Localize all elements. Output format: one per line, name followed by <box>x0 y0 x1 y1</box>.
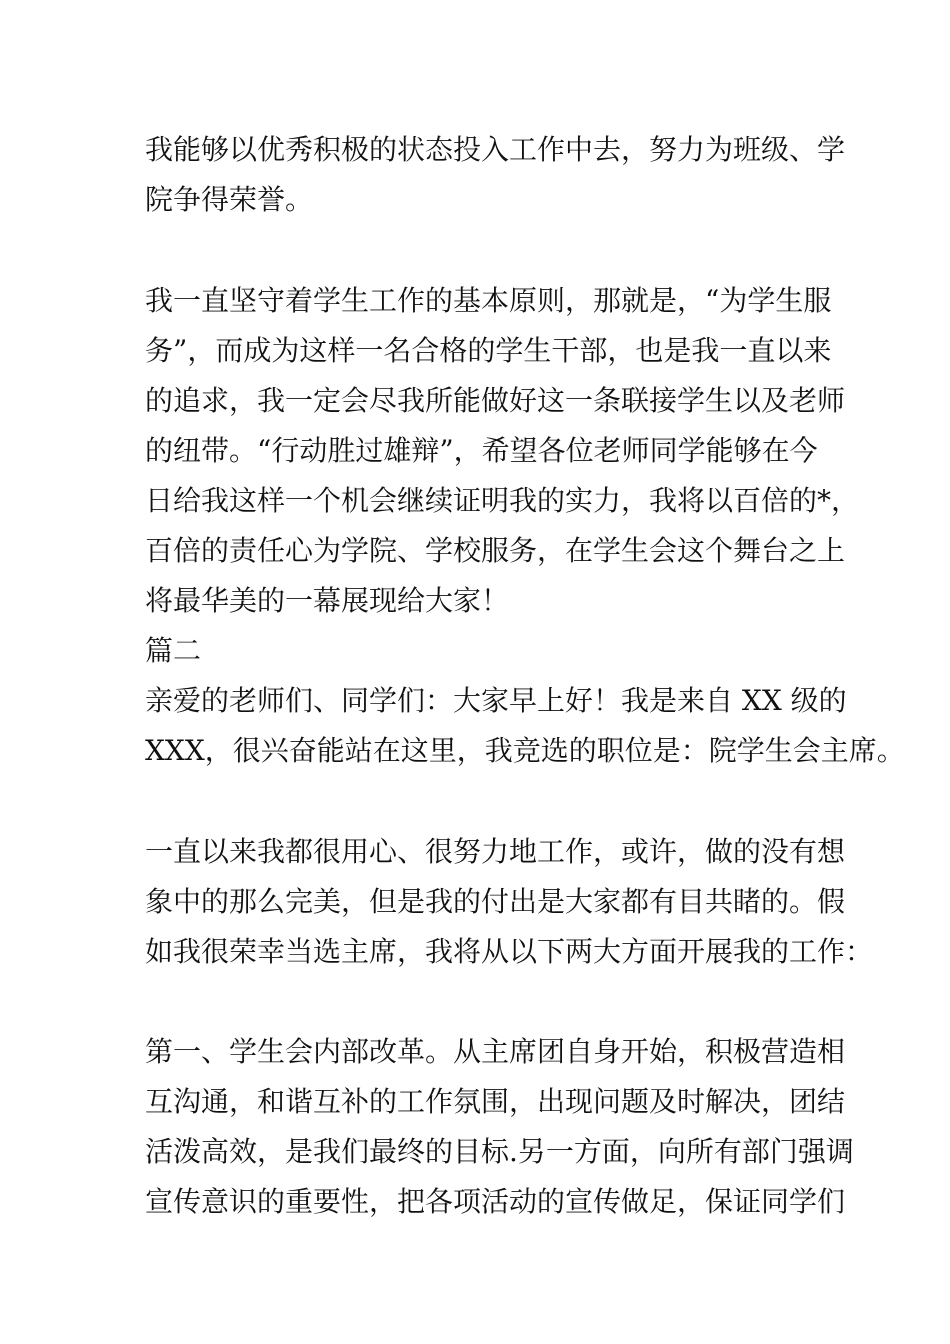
text-line: 的纽带。“行动胜过雄辩”，希望各位老师同学能够在今 <box>145 434 818 467</box>
text-line: 如我很荣幸当选主席，我将从以下两大方面开展我的工作： <box>145 935 874 968</box>
text-line: 亲爱的老师们、同学们：大家早上好！我是来自 XX 级的 <box>145 684 847 717</box>
text-line: 务”，而成为这样一名合格的学生干部，也是我一直以来 <box>145 334 832 367</box>
text-line: 一直以来我都很用心、很努力地工作，或许，做的没有想 <box>145 835 846 868</box>
text-line: 互沟通，和谐互补的工作氛围，出现问题及时解决，团结 <box>145 1085 846 1118</box>
text-line: 第一、学生会内部改革。从主席团自身开始，积极营造相 <box>145 1035 846 1068</box>
text-line: 我一直坚守着学生工作的基本原则，那就是，“为学生服 <box>145 284 832 317</box>
text-line: 日给我这样一个机会继续证明我的实力，我将以百倍的*， <box>145 484 860 517</box>
text-line: 百倍的责任心为学院、学校服务，在学生会这个舞台之上 <box>145 534 846 567</box>
text-line: 院争得荣誉。 <box>145 183 314 216</box>
text-line: 将最华美的一幕展现给大家！ <box>145 584 510 617</box>
text-line: 宣传意识的重要性，把各项活动的宣传做足，保证同学们 <box>145 1185 846 1218</box>
text-line: 的追求，我一定会尽我所能做好这一条联接学生以及老师 <box>145 384 846 417</box>
text-line: XXX，很兴奋能站在这里，我竞选的职位是：院学生会主席。 <box>145 734 905 767</box>
text-line: 活泼高效，是我们最终的目标.另一方面，向所有部门强调 <box>145 1135 854 1168</box>
text-line: 象中的那么完美，但是我的付出是大家都有目共睹的。假 <box>145 885 846 918</box>
text-line: 我能够以优秀积极的状态投入工作中去，努力为班级、学 <box>145 133 846 166</box>
section-heading: 篇二 <box>145 634 202 667</box>
